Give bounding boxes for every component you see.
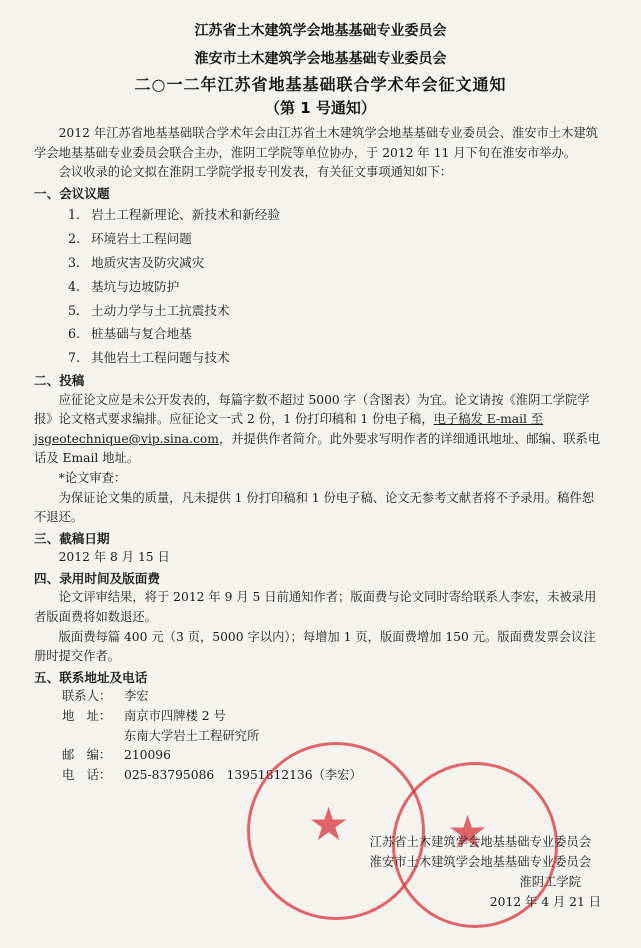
notice-body <box>34 124 602 785</box>
review-note-title: *论文审查： <box>58 470 127 485</box>
list-item <box>68 322 602 346</box>
contact-phone-label: 电 话： <box>62 767 112 782</box>
list-number: 6. <box>68 326 81 342</box>
star-icon: ★ <box>447 805 489 859</box>
list-number: 4. <box>68 278 81 294</box>
contact-spacer <box>62 727 124 747</box>
contact-phone-value: 025-83795086 13951812136（李宏） <box>124 767 362 782</box>
section-title-topics: 一、会议议题 <box>34 185 110 201</box>
submission-text-b: ，并提供作者简介。此外要求写明作者的详细通讯地址、邮编、联系电话及 Email 地址。 <box>34 431 601 466</box>
contact-address-value-2: 东南大学岩土工程研究所 <box>124 728 260 743</box>
section-title-deadline: 三、截稿日期 <box>34 530 110 546</box>
list-text: 其他岩土工程问题与技术 <box>91 350 230 366</box>
list-text: 基坑与边坡防护 <box>91 278 180 294</box>
list-item <box>68 346 602 370</box>
contact-address-row <box>34 707 602 727</box>
submission-email-link[interactable]: 电子稿发 E-mail 至 jsgeotechnique@vip.sina.com <box>34 412 544 446</box>
list-number: 1. <box>68 207 81 223</box>
intro-paragraph-1: 2012 年江苏省地基基础联合学术年会由江苏省土木建筑学会地基基础专业委员会、淮安市土木建筑学会地基基础专业委员会联合主办，淮阴工学院等单位协办，于 2012 年 11 月下旬在淮安市举办。 <box>34 126 598 160</box>
intro-paragraph-2: 会议收录的论文拟在淮阴工学院学报专刊发表，有关征文事项通知如下： <box>58 165 453 180</box>
submission-text-a: 应征论文应是未公开发表的，每篇字数不超过 5000 字（含图表）为宜。论文请按《淮阴工学院学报》论文格式要求编排。应征论文一式 2 份，1 份打印稿和 1 份电子稿， <box>34 392 590 427</box>
submission-paragraph <box>34 391 602 469</box>
contact-address-value: 南京市四牌楼 2 号 <box>124 709 226 724</box>
list-number: 7. <box>68 350 81 366</box>
fees-paragraph-2: 版面费每篇 400 元（3 页，5000 字以内）；每增加 1 页，版面费增加 150 元。版面费发票会议注册时提交作者。 <box>34 629 596 664</box>
deadline-date: 2012 年 8 月 15 日 <box>58 550 170 565</box>
list-item <box>68 275 602 299</box>
signature-line-1: 江苏省土木建筑学会地基基础专业委员会 <box>369 835 591 849</box>
topics-list <box>34 203 602 370</box>
section-title-submission: 二、投稿 <box>34 372 85 388</box>
contact-person-label: 联系人： <box>62 689 112 704</box>
list-number: 5. <box>68 302 81 318</box>
list-number: 3. <box>68 254 81 270</box>
section-title-fees: 四、录用时间及版面费 <box>34 570 160 586</box>
organizer-line-2: 淮安市土木建筑学会地基基础专业委员会 <box>194 51 447 67</box>
contact-zip-label: 邮 编： <box>62 748 112 763</box>
list-item <box>68 203 602 227</box>
star-icon: ★ <box>308 797 350 851</box>
notice-subtitle: （第 1 号通知） <box>265 99 376 117</box>
list-number: 2. <box>68 231 81 247</box>
list-item <box>68 251 602 275</box>
fees-paragraph-1: 论文评审结果，将于 2012 年 9 月 5 日前通知作者；版面费与论文同时寄给联系人李宏，未被录用者版面费将如数退还。 <box>34 590 597 625</box>
signature-line-3: 淮阴工学院 <box>519 875 581 889</box>
list-text: 地质灾害及防灾减灾 <box>91 254 205 270</box>
organizer-line-1: 江苏省土木建筑学会地基基础专业委员会 <box>194 23 447 39</box>
list-item <box>68 227 602 251</box>
contact-person-value: 李宏 <box>124 689 149 704</box>
signature-date: 2012 年 4 月 21 日 <box>489 895 601 909</box>
section-title-contact: 五、联系地址及电话 <box>34 669 148 685</box>
list-text: 桩基础与复合地基 <box>91 326 192 342</box>
notice-title: 二○一二年江苏省地基基础联合学术年会征文通知 <box>134 75 507 94</box>
contact-address-label: 地 址： <box>62 709 112 724</box>
signature-line-2: 淮安市土木建筑学会地基基础专业委员会 <box>369 855 591 869</box>
review-note-text: 为保证论文集的质量，凡未提供 1 份打印稿和 1 份电子稿、论文无参考文献者将不予录用。稿件恕不退还。 <box>34 490 595 525</box>
list-text: 土动力学与土工抗震技术 <box>91 302 230 318</box>
list-item <box>68 299 602 323</box>
list-text: 岩土工程新理论、新技术和新经验 <box>91 207 280 223</box>
list-text: 环境岩土工程问题 <box>91 231 192 247</box>
contact-zip-value: 210096 <box>124 748 171 763</box>
contact-person-row <box>34 687 602 707</box>
